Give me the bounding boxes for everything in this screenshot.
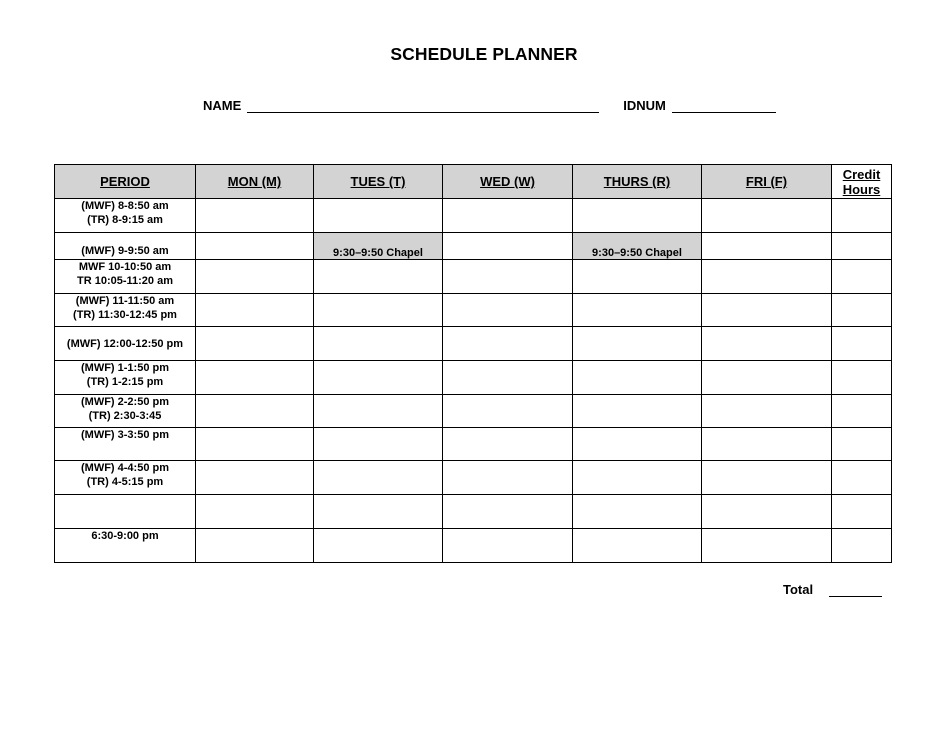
wed-cell[interactable] [443, 495, 573, 529]
credit-cell[interactable] [832, 428, 892, 461]
fri-cell[interactable] [702, 428, 832, 461]
wed-cell[interactable] [443, 233, 573, 260]
wed-cell[interactable] [443, 199, 573, 233]
thurs-cell[interactable] [573, 327, 702, 361]
student-info-row [203, 98, 776, 113]
fri-cell[interactable] [702, 260, 832, 294]
thurs-cell[interactable] [573, 529, 702, 563]
period-cell: (MWF) 4-4:50 pm (TR) 4-5:15 pm [55, 461, 196, 495]
credit-cell[interactable] [832, 495, 892, 529]
tues-cell[interactable] [314, 327, 443, 361]
period-cell: (MWF) 1-1:50 pm (TR) 1-2:15 pm [55, 361, 196, 395]
table-row [55, 327, 892, 361]
schedule-table [54, 164, 892, 563]
wed-cell[interactable] [443, 529, 573, 563]
thurs-cell[interactable] [573, 294, 702, 327]
fri-header: FRI (F) [702, 165, 832, 199]
total-label: Total [783, 582, 814, 597]
tues-cell[interactable] [314, 260, 443, 294]
table-row [55, 529, 892, 563]
wed-cell[interactable] [443, 428, 573, 461]
credit-cell[interactable] [832, 199, 892, 233]
credit-cell[interactable] [832, 361, 892, 395]
mon-cell[interactable] [196, 327, 314, 361]
fri-cell[interactable] [702, 233, 832, 260]
mon-cell[interactable] [196, 529, 314, 563]
wed-cell[interactable] [443, 361, 573, 395]
table-row [55, 461, 892, 495]
fri-cell[interactable] [702, 495, 832, 529]
period-cell: (MWF) 12:00-12:50 pm [55, 327, 196, 361]
credit-cell[interactable] [832, 461, 892, 495]
header-row [55, 165, 892, 199]
mon-cell[interactable] [196, 294, 314, 327]
tues-cell[interactable] [314, 428, 443, 461]
credit-cell[interactable] [832, 327, 892, 361]
fri-cell[interactable] [702, 199, 832, 233]
mon-cell[interactable] [196, 260, 314, 294]
credit-cell[interactable] [832, 529, 892, 563]
thurs-cell[interactable] [573, 395, 702, 428]
thurs-chapel-cell: 9:30–9:50 Chapel [573, 233, 702, 260]
total-field[interactable] [829, 584, 882, 597]
fri-cell[interactable] [702, 294, 832, 327]
fri-cell[interactable] [702, 529, 832, 563]
mon-cell[interactable] [196, 495, 314, 529]
period-cell: (MWF) 3-3:50 pm [55, 428, 196, 461]
mon-header: MON (M) [196, 165, 314, 199]
fri-cell[interactable] [702, 395, 832, 428]
thurs-cell[interactable] [573, 199, 702, 233]
page-title: SCHEDULE PLANNER [390, 44, 578, 64]
table-row [55, 199, 892, 233]
tues-cell[interactable] [314, 361, 443, 395]
tues-cell[interactable] [314, 495, 443, 529]
credit-cell[interactable] [832, 260, 892, 294]
wed-cell[interactable] [443, 327, 573, 361]
table-row [55, 361, 892, 395]
credit-cell[interactable] [832, 395, 892, 428]
tues-cell[interactable] [314, 461, 443, 495]
mon-cell[interactable] [196, 395, 314, 428]
credit-cell[interactable] [832, 233, 892, 260]
thurs-cell[interactable] [573, 428, 702, 461]
name-field[interactable] [247, 98, 599, 113]
idnum-field[interactable] [672, 98, 776, 113]
fri-cell[interactable] [702, 327, 832, 361]
mon-cell[interactable] [196, 461, 314, 495]
fri-cell[interactable] [702, 461, 832, 495]
mon-cell[interactable] [196, 361, 314, 395]
tues-chapel-cell: 9:30–9:50 Chapel [314, 233, 443, 260]
thurs-cell[interactable] [573, 361, 702, 395]
wed-cell[interactable] [443, 294, 573, 327]
period-cell: (MWF) 2-2:50 pm (TR) 2:30-3:45 [55, 395, 196, 428]
period-cell: MWF 10-10:50 am TR 10:05-11:20 am [55, 260, 196, 294]
period-cell: (MWF) 11-11:50 am (TR) 11:30-12:45 pm [55, 294, 196, 327]
mon-cell[interactable] [196, 233, 314, 260]
wed-header: WED (W) [443, 165, 573, 199]
idnum-label: IDNUM [623, 98, 666, 113]
table-row [55, 260, 892, 294]
wed-cell[interactable] [443, 395, 573, 428]
tues-cell[interactable] [314, 529, 443, 563]
name-label: NAME [203, 98, 242, 113]
thurs-cell[interactable] [573, 260, 702, 294]
thurs-cell[interactable] [573, 495, 702, 529]
mon-cell[interactable] [196, 428, 314, 461]
total-row [783, 582, 882, 597]
credit-cell[interactable] [832, 294, 892, 327]
tues-cell[interactable] [314, 294, 443, 327]
credit-hours-header: Credit Hours [832, 165, 892, 199]
period-header: PERIOD [55, 165, 196, 199]
wed-cell[interactable] [443, 461, 573, 495]
mon-cell[interactable] [196, 199, 314, 233]
thurs-header: THURS (R) [573, 165, 702, 199]
period-cell: 6:30-9:00 pm [55, 529, 196, 563]
tues-header: TUES (T) [314, 165, 443, 199]
table-row [55, 294, 892, 327]
fri-cell[interactable] [702, 361, 832, 395]
wed-cell[interactable] [443, 260, 573, 294]
tues-cell[interactable] [314, 395, 443, 428]
table-row [55, 428, 892, 461]
tues-cell[interactable] [314, 199, 443, 233]
period-cell: (MWF) 9-9:50 am [55, 233, 196, 260]
period-cell: (MWF) 8-8:50 am (TR) 8-9:15 am [55, 199, 196, 233]
table-row [55, 495, 892, 529]
table-row [55, 395, 892, 428]
table-row [55, 233, 892, 260]
thurs-cell[interactable] [573, 461, 702, 495]
period-cell [55, 495, 196, 529]
